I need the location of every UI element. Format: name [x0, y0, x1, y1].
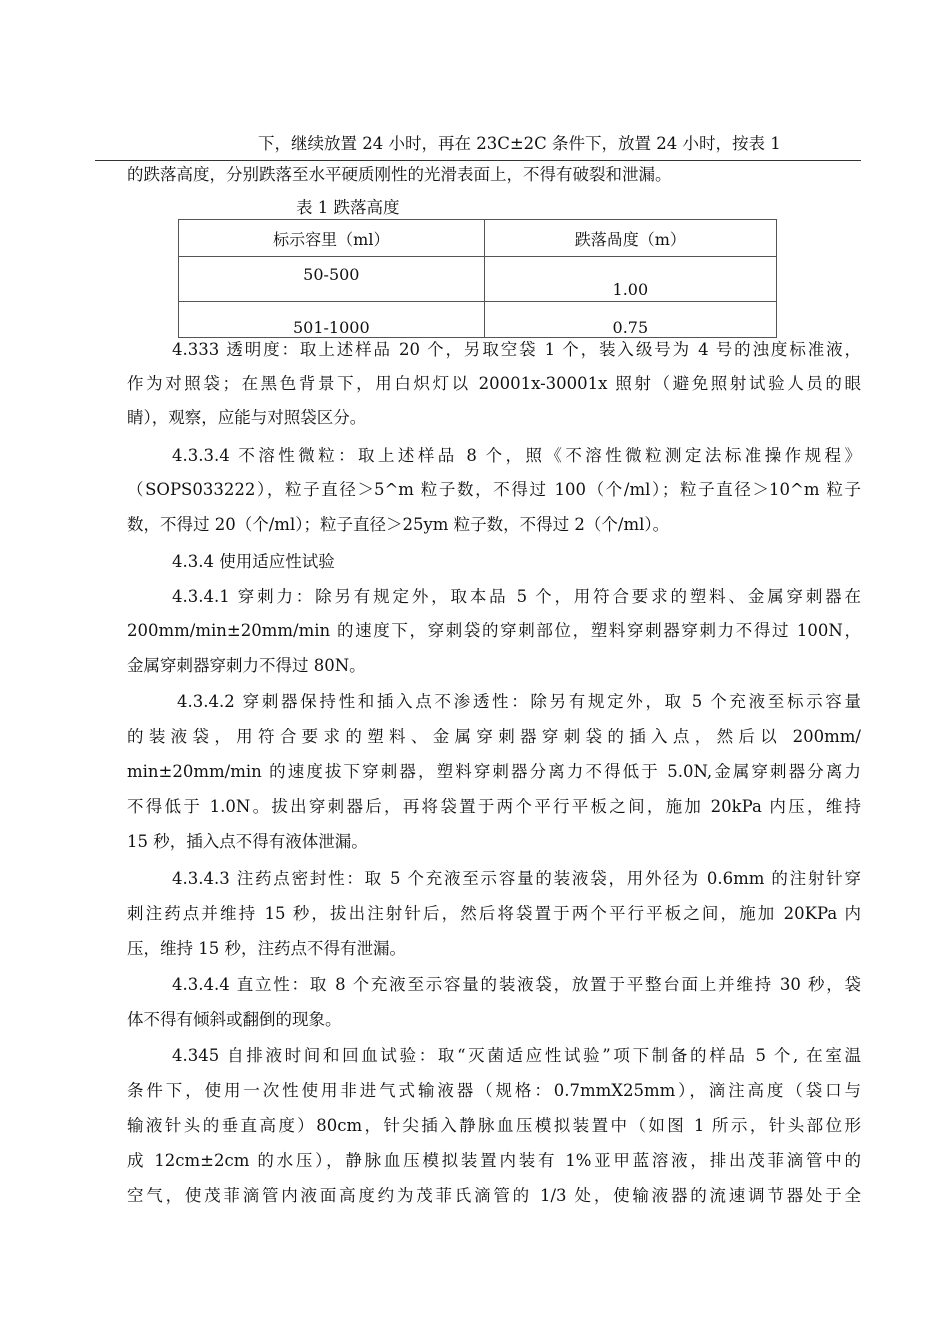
paragraph-line: 的装液袋，用符合要求的塑料、金属穿刺器穿刺袋的插入点，然后以 200mm/ — [127, 727, 861, 746]
paragraph-line: 输液针头的垂直高度）80cm，针尖插入静脉血压模拟装置中（如图 1 所示，针头部位形 — [127, 1116, 861, 1135]
paragraph-line: 4.3.3.4 不溶性微粒：取上述样品 8 个，照《不溶性微粒测定法标准操作规程》 — [172, 446, 861, 465]
table-caption: 表 1 跌落高度 — [296, 198, 400, 217]
table-header-cell: 跌落咼度（m） — [484, 220, 776, 257]
table-header-cell: 标示容里（ml） — [179, 220, 485, 257]
drop-height-table — [178, 219, 777, 338]
paragraph-line: 作为对照袋；在黑色背景下，用白炽灯以 20001x-30001x 照射（避免照射试验人员的眼 — [127, 374, 861, 393]
paragraph-line: 4.333 透明度：取上述样品 20 个，另取空袋 1 个，装入级号为 4 号的浊度标准液， — [172, 340, 861, 359]
paragraph-line: 空气，使茂菲滴管内液面高度约为茂菲氏滴管的 1/3 处，使输液器的流速调节器处于全 — [127, 1186, 861, 1205]
paragraph-line: 条件下，使用一次性使用非进气式输液器（规格：0.7mmX25mm），滴注高度（袋口与 — [127, 1081, 861, 1100]
paragraph-line: 4.3.4.3 注药点密封性：取 5 个充液至示容量的装液袋，用外径为 0.6mm 的注射针穿 — [172, 869, 861, 888]
table-row — [179, 302, 777, 338]
table-row — [179, 257, 777, 302]
paragraph-line: 4.345 自排液时间和回血试验：取“灭菌适应性试验”项下制备的样品 5 个, 在室温 — [172, 1046, 861, 1065]
table-cell: 501-1000 — [179, 302, 485, 338]
paragraph-line: 不得低于 1.0N。拔出穿刺器后，再将袋置于两个平行平板之间，施加 20kPa 内压，维持 — [127, 797, 861, 816]
table-cell: 1.00 — [484, 257, 776, 302]
table-cell: 50-500 — [179, 257, 485, 302]
paragraph-line: 压，维持 15 秒，注药点不得有泄漏。 — [127, 939, 406, 958]
paragraph-line: min±20mm/min 的速度拔下穿刺器，塑料穿刺器分离力不得低于 5.0N,金属穿刺器分离力 — [127, 762, 861, 781]
paragraph-line: 成 12cm±2cm 的水压），静脉血压模拟装置内装有 1%亚甲蓝溶液，排出茂菲滴管中的 — [127, 1151, 861, 1170]
paragraph-line: 金属穿刺器穿刺力不得过 80N。 — [127, 656, 366, 675]
header-rule — [95, 160, 861, 161]
table-cell: 0.75 — [484, 302, 776, 338]
paragraph-line: 的跌落高度，分别跌落至水平硬质刚性的光滑表面上，不得有破裂和泄漏。 — [127, 165, 672, 184]
paragraph-line: 下，继续放置 24 小时，再在 23C±2C 条件下，放置 24 小时，按表 1 — [258, 134, 781, 153]
paragraph-line: 4.3.4.4 直立性：取 8 个充液至示容量的装液袋，放置于平整台面上并维持 30 秒，袋 — [172, 975, 861, 994]
section-heading: 4.3.4 使用适应性试验 — [172, 552, 335, 571]
paragraph-line: 4.3.4.2 穿刺器保持性和插入点不渗透性：除另有规定外，取 5 个充液至标示容量 — [177, 692, 861, 711]
paragraph-line: 体不得有倾斜或翻倒的现象。 — [127, 1010, 342, 1029]
paragraph-line: 睛），观察，应能与对照袋区分。 — [127, 408, 367, 427]
paragraph-line: 刺注药点并维持 15 秒，拔出注射针后，然后将袋置于两个平行平板之间，施加 20KPa 内 — [127, 904, 861, 923]
paragraph-line: 200mm/min±20mm/min 的速度下，穿刺袋的穿刺部位，塑料穿刺器穿刺力不得过 100N， — [127, 621, 861, 640]
paragraph-line: 15 秒，插入点不得有液体泄漏。 — [127, 832, 368, 851]
table-header-row — [179, 220, 777, 257]
paragraph-line: 数，不得过 20（个/ml）；粒子直径＞25ym 粒子数，不得过 2（个/ml）。 — [127, 515, 670, 534]
paragraph-line: （SOPS033222），粒子直径＞5^m 粒子数，不得过 100（个/ml）；粒子直径＞10^m 粒子 — [127, 480, 861, 499]
paragraph-line: 4.3.4.1 穿刺力：除另有规定外，取本品 5 个，用符合要求的塑料、金属穿刺器在 — [172, 587, 861, 606]
